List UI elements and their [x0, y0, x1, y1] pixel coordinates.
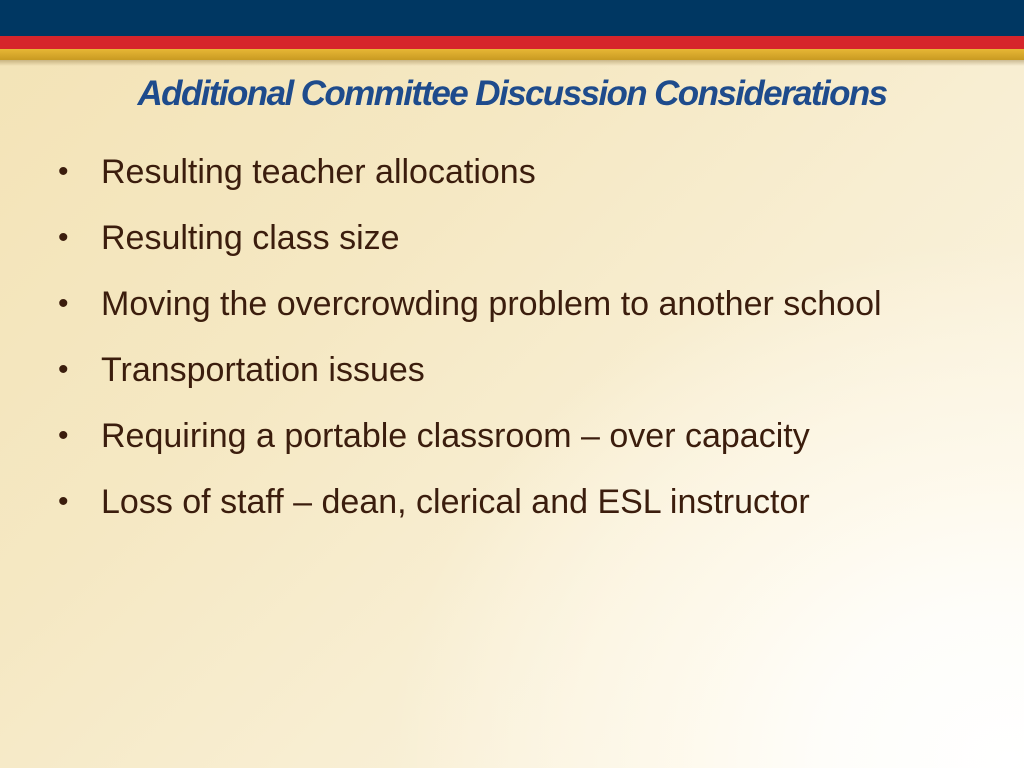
bullet-text: Transportation issues: [101, 351, 425, 389]
bullet-text: Resulting teacher allocations: [101, 153, 536, 191]
bullet-icon: •: [58, 287, 69, 320]
bullet-text: Resulting class size: [101, 219, 400, 257]
bullet-icon: •: [58, 353, 69, 386]
bullet-item-portable-classroom: [58, 410, 988, 462]
header-band-shadow: [0, 60, 1024, 66]
bullet-item-class-size: [58, 212, 988, 264]
slide-title: Additional Committee Discussion Considerations: [137, 74, 887, 113]
bullet-list: [58, 146, 988, 542]
bullet-item-overcrowding: [58, 278, 988, 330]
header-band-gold: [0, 49, 1024, 60]
bullet-text: Loss of staff – dean, clerical and ESL instructor: [101, 483, 810, 521]
bullet-item-transportation: [58, 344, 988, 396]
header-band-red: [0, 36, 1024, 49]
bullet-text: Moving the overcrowding problem to another school: [101, 285, 882, 323]
bullet-icon: •: [58, 155, 69, 188]
bullet-icon: •: [58, 221, 69, 254]
bullet-item-teacher-allocations: [58, 146, 988, 198]
bullet-icon: •: [58, 485, 69, 518]
bullet-icon: •: [58, 419, 69, 452]
bullet-item-loss-of-staff: [58, 476, 988, 528]
bullet-text: Requiring a portable classroom – over capacity: [101, 417, 810, 455]
header-band-navy: [0, 0, 1024, 36]
